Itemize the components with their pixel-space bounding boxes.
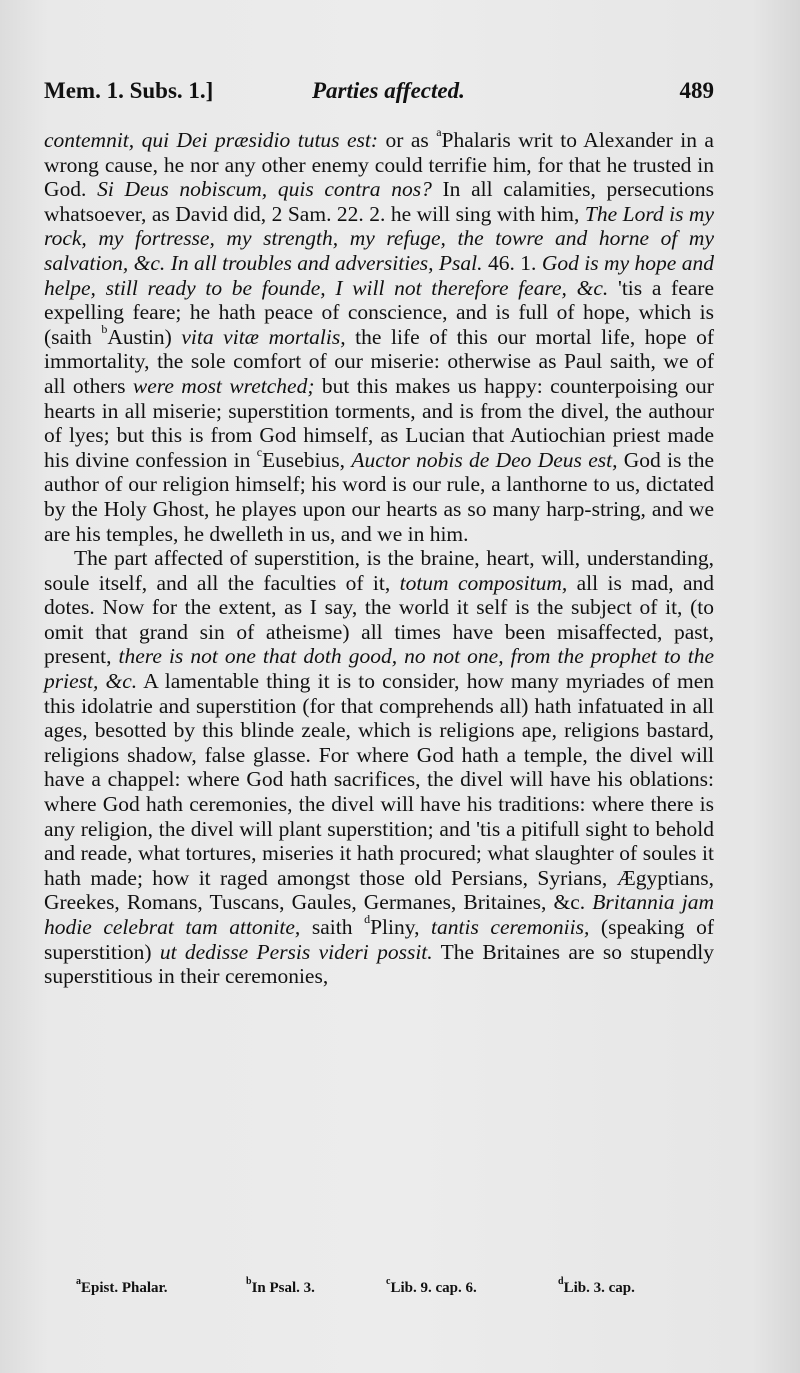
footnote-marker: a <box>436 125 442 139</box>
text-run: Phalaris writ to Alexander in a wrong cause, he nor any other enemy could terrifie him, for that he trusted in God. <box>44 128 714 202</box>
italic-text: Si Deus nobiscum, quis contra nos? <box>97 177 432 202</box>
text-run: saith <box>300 915 365 939</box>
text-run: 'tis a feare expelling feare; he hath peace of conscience, and is full of hope, which is (saith <box>44 275 714 349</box>
text-run: or as <box>378 128 437 152</box>
footnote-marker: b <box>101 321 108 336</box>
text-run: but this makes us happy: counterpoising our hearts in all miserie; superstition torments, and is from the divel, the authour of lyes; but this is from God himself, as Lucian that Autiochian priest made his divine confession in <box>44 373 714 472</box>
footnotes <box>76 1276 696 1302</box>
text-run: The part affected of superstition, is the braine, heart, will, understanding, soule itself, and all the faculties of it, <box>44 546 714 595</box>
italic-text: tantis ceremoniis, <box>431 915 590 939</box>
paragraph <box>44 546 714 989</box>
italic-text: totum compositum, <box>399 570 568 595</box>
italic-text: vita vitæ mortalis, <box>181 324 346 349</box>
body-text <box>44 125 715 989</box>
text-run: the life of this our mortal life, hope of immortality, the sole comfort of our miserie: otherwise as Paul saith, we of all others <box>44 324 714 398</box>
text-run: A lamentable thing it is to consider, how many myriades of men this idolatrie and superstition (for that comprehends all) hath infatuated in all ages, besotted by this blinde zeale, which is religions ape, religions bastard, religions shadow, false glasse. For where God hath a temple, the divel will have a chappel: where God hath sacrifices, the divel will have his oblations: where God hath ceremonies, the divel will have his traditions: where there is any religion, the divel will plant superstition; and 'tis a pitifull sight to behold and reade, what tortures, miseries it hath procured; what slaughter of soules it hath made; how it raged amongst those old Persians, Syrians, Ægyptians, Greekes, Romans, Tuscans, Gaules, Germanes, Britaines, &c. <box>44 669 714 915</box>
italic-text: God is my hope and helpe, still ready to be founde, I will not therefore feare, &c. <box>44 250 715 300</box>
italic-text: contemnit, qui Dei præsidio tutus est: <box>44 128 379 152</box>
footnote-b: $^b$In Psal. 3. <box>246 1276 315 1296</box>
text-run: Pliny, <box>370 915 432 939</box>
text-run: The Britaines are so stupendly superstitious in their ceremonies, <box>44 939 714 989</box>
footnote-a: $^a$Epist. Phalar. <box>76 1276 168 1296</box>
italic-text: The Lord is my rock, my fortresse, my strength, my refuge, the towre and horne of my salvation, &c. In all troubles and adversities, Psal. <box>44 201 715 275</box>
italic-text: were most wretched; <box>132 373 315 398</box>
text-run: (speaking of superstition) <box>44 915 714 964</box>
text-run: 46. 1. <box>482 250 542 275</box>
footnote-d: $^d$Lib. 3. cap. <box>558 1276 635 1296</box>
text-run: Eusebius, <box>262 447 352 472</box>
italic-text: there is not one that doth good, no not one, from the prophet to the priest, &c. <box>44 644 714 694</box>
text-run: Austin) <box>107 324 182 349</box>
text-run: In all calamities, persecutions whatsoever, as David did, 2 Sam. 22. 2. he will sing with him, <box>44 177 714 226</box>
italic-text: Britannia jam hodie celebrat tam attonite, <box>44 890 714 939</box>
section-reference: Mem. 1. Subs. 1.] <box>44 78 214 103</box>
italic-text: ut dedisse Persis videri possit. <box>159 939 433 964</box>
running-header <box>44 74 714 110</box>
text-run: all is mad, and dotes. Now for the extent, as I say, the world it self is the subject of it, (to omit that grand sin of atheisme) all times have been misaffected, past, present, <box>44 570 714 669</box>
footnote-marker: d <box>364 912 371 926</box>
italic-text: Auctor nobis de Deo Deus est, <box>351 447 618 472</box>
paragraph <box>44 125 715 546</box>
text-run: God is the author of our religion himself; his word is our rule, a lanthorne to us, dictated by the Holy Ghost, he playes upon our hearts as so many harp-string, and we are his temples, he dwelleth in us, and we in him. <box>44 447 714 546</box>
page-number: 489 <box>679 78 714 103</box>
footnote-c: $^c$Lib. 9. cap. 6. <box>386 1276 477 1296</box>
footnote-marker: c <box>256 444 263 459</box>
running-title: Parties affected. <box>312 78 465 103</box>
